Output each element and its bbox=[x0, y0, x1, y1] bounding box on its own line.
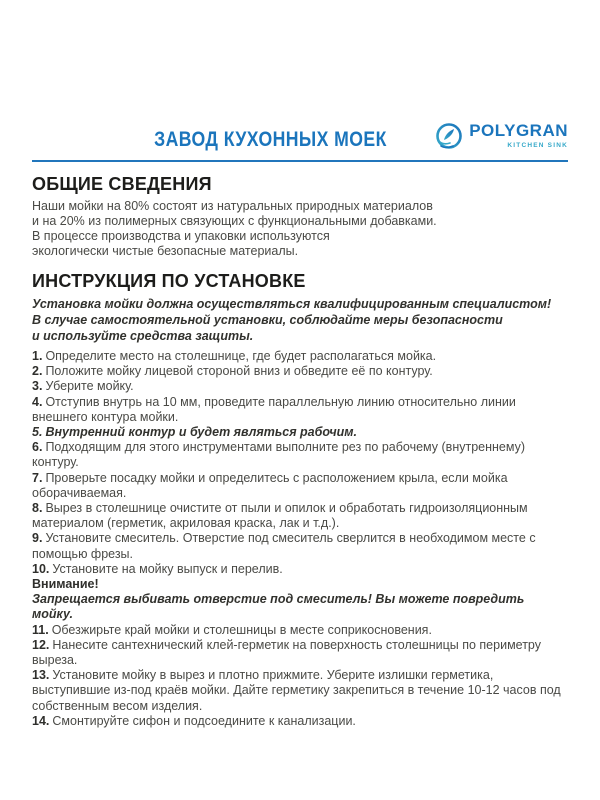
instruction-step bbox=[32, 379, 568, 394]
step-number: 9. bbox=[32, 531, 43, 546]
instruction-step bbox=[32, 501, 568, 531]
instruction-steps-list bbox=[32, 349, 568, 729]
step-text: Установите на мойку выпуск и перелив. bbox=[52, 561, 283, 576]
step-text: Отступив внутрь на 10 мм, проведите параллельную линию относительно линии внешнего контура мойки. bbox=[32, 394, 516, 424]
step-number: 3. bbox=[32, 379, 43, 394]
safety-warning bbox=[32, 296, 568, 344]
step-number: 10. bbox=[32, 561, 50, 576]
step-text: Определите место на столешнице, где будет располагаться мойка. bbox=[45, 349, 437, 363]
logo-brand-text: POLYGRAN bbox=[469, 121, 568, 140]
logo-text-block bbox=[469, 121, 568, 149]
step-number: 2. bbox=[32, 364, 43, 379]
attention-label: Внимание! bbox=[32, 577, 99, 592]
instruction-step bbox=[32, 440, 568, 470]
instruction-step bbox=[32, 395, 568, 425]
instruction-step bbox=[32, 714, 568, 729]
step-number: 8. bbox=[32, 501, 43, 516]
instructions-section-heading: ИНСТРУКЦИЯ ПО УСТАНОВКЕ bbox=[32, 271, 306, 291]
paragraph-line: экологически чистые безопасные материалы. bbox=[32, 244, 299, 258]
document-body bbox=[0, 174, 600, 729]
instruction-step bbox=[32, 531, 568, 561]
step-text: Установите мойку в вырез и плотно прижмите. Уберите излишки герметика, выступившие из-под краёв мойки. Дайте герметику закрепиться в течение 10-12 часов под собственным весом изделия. bbox=[32, 668, 561, 713]
step-number: 5. bbox=[32, 425, 43, 440]
warning-line: В случае самостоятельной установки, соблюдайте меры безопасности bbox=[32, 313, 503, 327]
step-text: Установите смеситель. Отверстие под смеситель сверлится в необходимом месте с помощью фрезы. bbox=[32, 531, 536, 561]
general-section-heading: ОБЩИЕ СВЕДЕНИЯ bbox=[32, 174, 212, 194]
step-text: Вырез в столешнице очистите от пыли и опилок и обработать гидроизоляционным материалом (герметик, акриловая краска, лак и т.д.). bbox=[32, 501, 528, 531]
page-title-text: ЗАВОД КУХОННЫХ МОЕК bbox=[153, 128, 387, 151]
instruction-step bbox=[32, 364, 568, 379]
step-number: 7. bbox=[32, 470, 43, 485]
polygran-logo bbox=[434, 121, 568, 152]
warning-line: Установка мойки должна осуществляться квалифицированным специалистом! bbox=[32, 297, 552, 311]
instruction-step bbox=[32, 349, 568, 364]
instruction-step bbox=[32, 623, 568, 638]
step-number: 6. bbox=[32, 440, 43, 455]
warning-line: и используйте средства защиты. bbox=[32, 329, 254, 343]
step-number: 1. bbox=[32, 349, 43, 363]
header bbox=[32, 121, 568, 162]
step-text: Смонтируйте сифон и подсоедините к канализации. bbox=[52, 713, 356, 728]
step-text: Уберите мойку. bbox=[45, 379, 134, 394]
step-number: 13. bbox=[32, 668, 50, 683]
step-number: 12. bbox=[32, 637, 50, 652]
general-paragraph bbox=[32, 199, 568, 259]
instruction-step bbox=[32, 562, 568, 577]
step-text: Проверьте посадку мойки и определитесь с расположением крыла, если мойка оборачиваемая. bbox=[32, 470, 508, 500]
logo-tagline-text: KITCHEN SINK bbox=[507, 142, 568, 149]
instruction-step bbox=[32, 471, 568, 501]
instruction-step bbox=[32, 668, 568, 714]
step-number: 11. bbox=[32, 622, 49, 637]
paragraph-line: Наши мойки на 80% состоят из натуральных природных материалов bbox=[32, 199, 433, 213]
attention-text: Запрещается выбивать отверстие под смеситель! Вы можете повредить мойку. bbox=[32, 592, 525, 622]
step-text: Положите мойку лицевой стороной вниз и обведите её по контуру. bbox=[45, 364, 433, 379]
paragraph-line: В процессе производства и упаковки используются bbox=[32, 229, 330, 243]
paragraph-line: и на 20% из полимерных связующих с функциональными добавками. bbox=[32, 214, 437, 228]
step-text: Нанесите сантехнический клей-герметик на поверхность столешницы по периметру выреза. bbox=[32, 637, 541, 668]
instruction-step bbox=[32, 638, 568, 668]
step-number: 4. bbox=[32, 394, 43, 409]
step-text: Обезжирьте край мойки и столешницы в месте соприкосновения. bbox=[51, 622, 432, 637]
instruction-step-emphasized bbox=[32, 425, 568, 440]
step-text: Подходящим для этого инструментами выполните рез по рабочему (внутреннему) контуру. bbox=[32, 440, 526, 470]
polygran-wave-icon bbox=[434, 122, 464, 152]
step-text: Внутренний контур и будет являться рабочим. bbox=[45, 425, 358, 440]
step-number: 14. bbox=[32, 713, 50, 728]
